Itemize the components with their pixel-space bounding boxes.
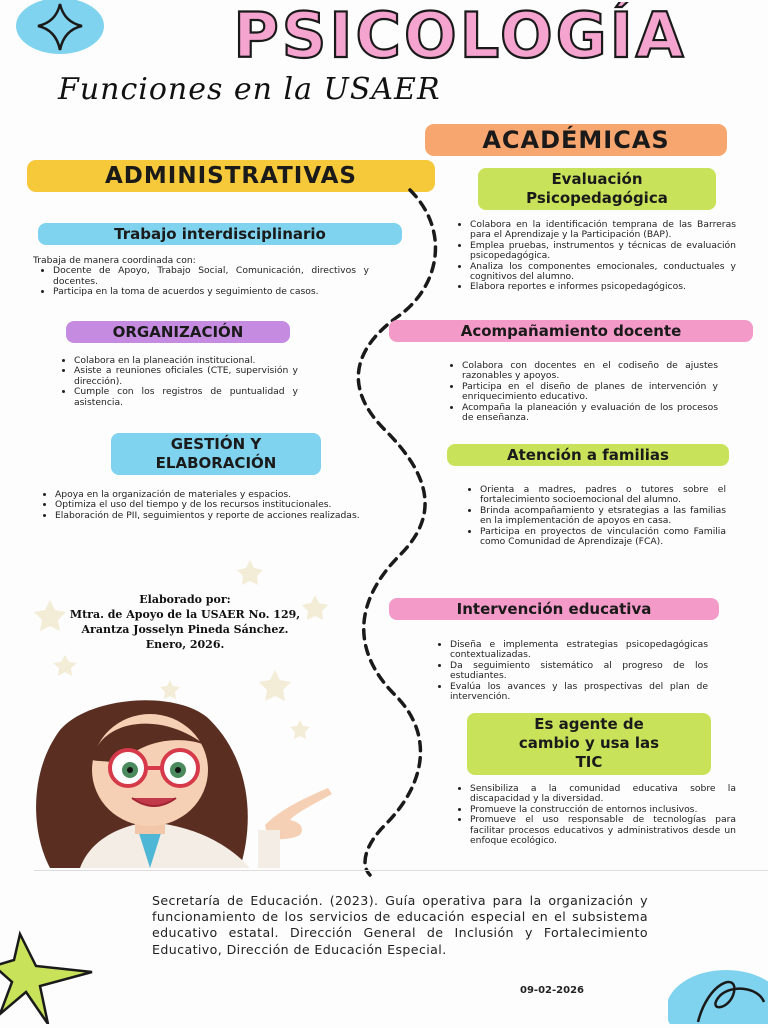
list-item: • Elaboración de PII, seguimientos y reporte de acciones realizadas. [55,511,369,521]
organizacion-body [54,356,298,408]
acompanamiento-title: Acompañamiento docente [389,320,753,342]
list-item: • Participa en la toma de acuerdos y seguimiento de casos. [53,287,369,297]
trabajo-interdisciplinario-title: Trabajo interdisciplinario [38,223,402,245]
star-burst-icon [0,926,96,1024]
trabajo-intro: Trabaja de manera coordinada con: [33,255,196,266]
evaluacion-line2: Psicopedagógica [526,189,668,207]
intervencion-educativa-title: Intervención educativa [389,598,719,620]
list-item: • Da seguimiento sistemático al progreso de los estudiantes. [450,661,708,682]
organizacion-title: ORGANIZACIÓN [66,321,290,343]
acompanamiento-body [442,361,718,423]
sparkle-star-icon [8,0,108,58]
list-item: • Optimiza el uso del tiempo y de los recursos institucionales. [55,500,369,510]
avatar-illustration [10,690,350,868]
list-item: • Participa en proyectos de vinculación como Familia como Comunidad de Aprendizaje (FCA). [480,527,726,548]
gestion-line1: GESTIÓN Y [170,435,262,453]
list-item: • Elabora reportes e informes psicopedagógicos. [470,282,736,292]
agente-line3: TIC [575,753,603,771]
list-item: • Emplea pruebas, instrumentos y técnicas de evaluación psicopedagógica. [470,241,736,262]
list-item: • Colabora en la planeación institucional. [74,356,298,366]
credits-line1: Elaborado por: [139,593,231,606]
list-item: • Docente de Apoyo, Trabajo Social, Comunicación, directivos y docentes. [53,266,369,287]
list-item: • Orienta a madres, padres o tutores sobre el fortalecimiento socioemocional del alumno. [480,485,726,506]
list-item: • Colabora con docentes en el codiseño de ajustes razonables y apoyos. [462,361,718,382]
gestion-line2: ELABORACIÓN [155,454,277,472]
gestion-elaboracion-body [35,490,369,521]
gestion-elaboracion-title [111,433,321,475]
list-item: • Evalúa los avances y las prospectivas del plan de intervención. [450,682,708,703]
list-item: • Acompaña la planeación y evaluación de los procesos de enseñanza. [462,403,718,424]
credits-line4: Enero, 2026. [145,638,225,651]
page-subtitle: Funciones en la USAER [58,72,441,107]
atencion-familias-body [460,485,726,547]
agente-line1: Es agente de [534,715,644,733]
agente-cambio-body [450,784,736,846]
credits [20,592,350,652]
list-item: • Promueve la construcción de entornos inclusivos. [470,805,736,815]
page-title [160,2,760,72]
administrativas-heading: ADMINISTRATIVAS [27,160,435,192]
agente-line2: cambio y usa las [518,734,660,752]
list-item: • Sensibiliza a la comunidad educativa sobre la discapacidad y la diversidad. [470,784,736,805]
swirl-icon [668,962,768,1024]
list-item: • Brinda acompañamiento y etsrategias a las familias en la implementación de apoyos en casa. [480,506,726,527]
academicas-heading: ACADÉMICAS [425,124,727,156]
list-item: • Promueve el uso responsable de tecnologías para facilitar procesos educativos y administrativos desde un enfoque ecológico. [470,815,736,846]
footer-date: 09-02-2026 [520,985,584,996]
credits-line3: Arantza Josselyn Pineda Sánchez. [81,623,289,636]
list-item: • Diseña e implementa estrategias psicopedagógicas contextualizadas. [450,640,708,661]
list-item: • Participa en el diseño de planes de intervención y enriquecimiento educativo. [462,382,718,403]
agente-cambio-title [467,713,711,775]
intervencion-educativa-body [430,640,708,702]
list-item: • Asiste a reuniones oficiales (CTE, supervisión y dirección). [74,366,298,387]
reference-text: Secretaría de Educación. (2023). Guía operativa para la organización y funcionamiento de los servicios de educación especial en el subsistema educativo estatal. Dirección General de Inclusión y Fortalecimiento Educativo, Dirección de Educación Especial. [152,893,648,957]
atencion-familias-title: Atención a familias [447,444,729,466]
trabajo-interdisciplinario-body [33,256,369,298]
evaluacion-title [478,168,716,210]
list-item: • Cumple con los registros de puntualidad y asistencia. [74,387,298,408]
list-item: • Apoya en la organización de materiales y espacios. [55,490,369,500]
list-item: • Analiza los componentes emocionales, conductuales y cognitivos del alumno. [470,262,736,283]
title-text: PSICOLOGÍA [233,2,687,72]
evaluacion-line1: Evaluación [551,170,643,188]
evaluacion-body [450,220,736,293]
list-item: • Colabora en la identificación temprana de las Barreras para el Aprendizaje y la Participación (BAP). [470,220,736,241]
credits-line2: Mtra. de Apoyo de la USAER No. 129, [69,608,301,621]
footer-divider [34,870,768,871]
